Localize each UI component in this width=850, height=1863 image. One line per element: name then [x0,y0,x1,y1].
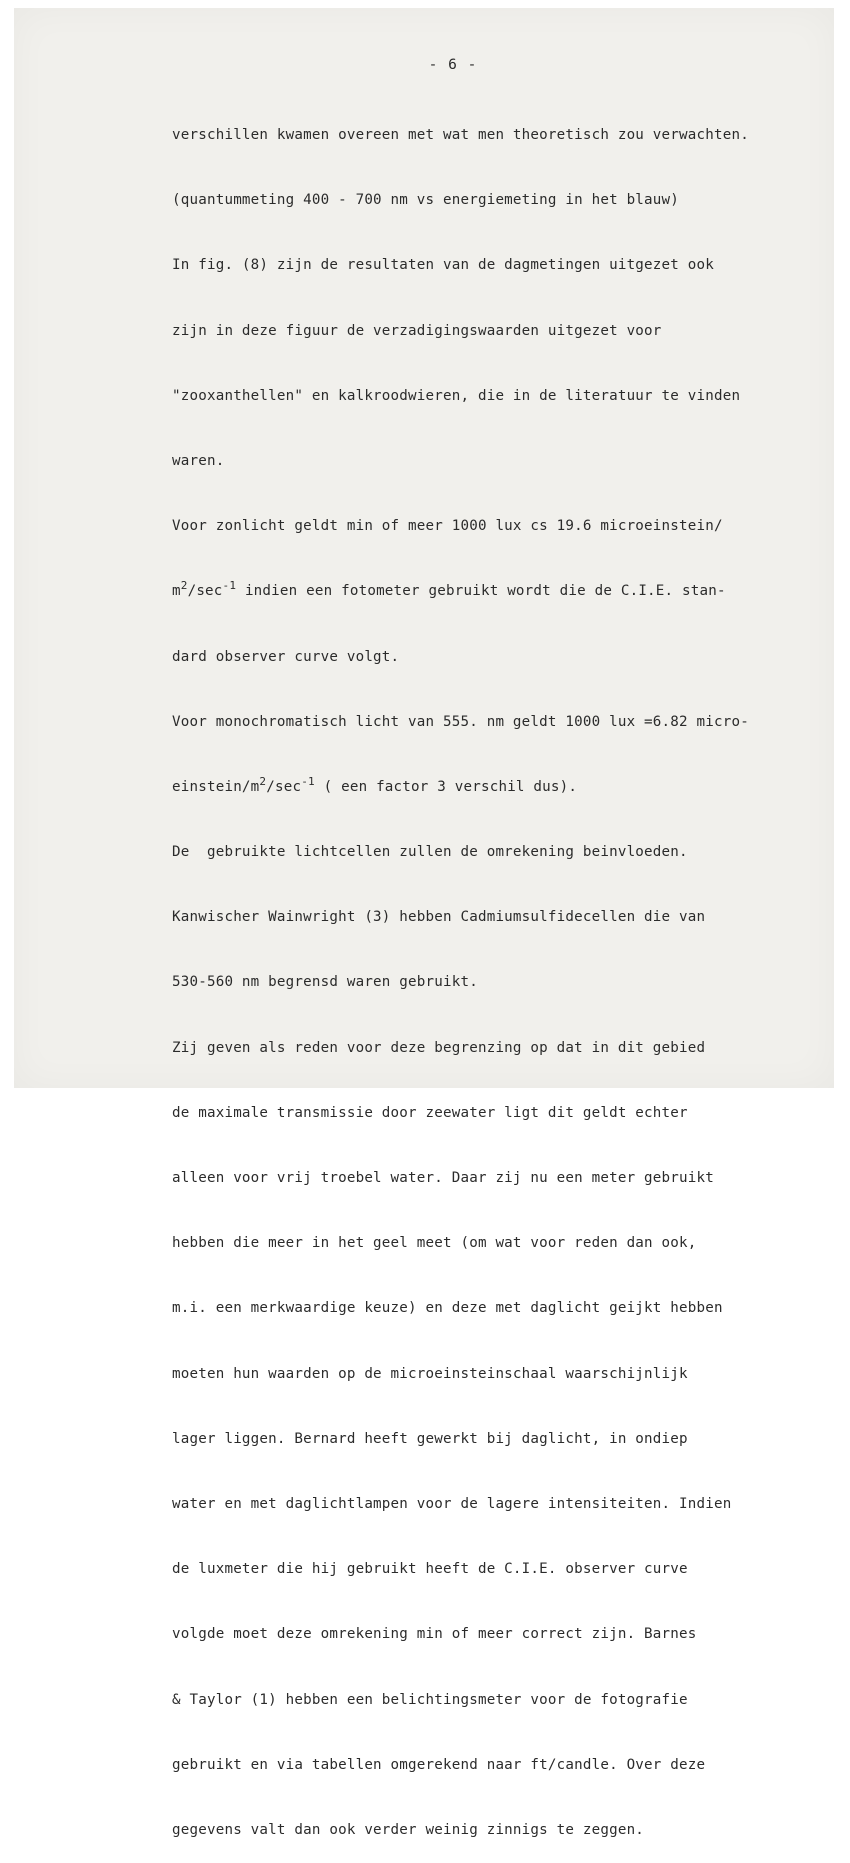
superscript: 2 [259,774,267,788]
text-line: moeten hun waarden op de microeinsteinschaal waarschijnlijk [172,1365,688,1382]
superscript: -1 [222,579,237,593]
superscript: 2 [180,579,188,593]
text-line: dard observer curve volgt. [172,648,400,665]
unit-text: m [172,583,181,600]
text-line: gegevens valt dan ook verder weinig zinnigs te zeggen. [172,1821,645,1838]
text-line: lager liggen. Bernard heeft gewerkt bij daglicht, in ondiep [172,1430,688,1447]
text-line: gebruikt en via tabellen omgerekend naar ft/candle. Over deze [172,1756,706,1773]
text-line: & Taylor (1) hebben een belichtingsmeter voor de fotografie [172,1691,688,1708]
text-line: de maximale transmissie door zeewater ligt dit geldt echter [172,1104,688,1121]
text-line: volgde moet deze omrekening min of meer correct zijn. Barnes [172,1626,697,1643]
text-line: verschillen kwamen overeen met wat men theoretisch zou verwachten. [172,127,749,143]
text-line: m.i. een merkwaardige keuze) en deze met daglicht geijkt hebben [172,1300,723,1317]
superscript: -1 [301,774,315,788]
unit-text: einstein/m [172,778,260,795]
text-line: (quantummeting 400 - 700 nm vs energiemeting in het blauw) [172,192,680,209]
text-line: Voor zonlicht geldt min of meer 1000 lux cs 19.6 microeinstein/ [172,518,723,535]
text-line: hebben die meer in het geel meet (om wat voor reden dan ook, [172,1235,697,1252]
line-text: ( een factor 3 verschil dus). [314,778,578,795]
line-text: indien een fotometer gebruikt wordt die de C.I.E. stan- [236,583,726,600]
unit-text: /sec [266,778,302,795]
text-line: water en met daglichtlampen voor de lagere intensiteiten. Indien [172,1495,732,1512]
text-line: zijn in deze figuur de verzadigingswaarden uitgezet voor [172,322,662,339]
text-line: De gebruikte lichtcellen zullen de omrekening beinvloeden. [172,844,688,861]
text-line: alleen voor vrij troebel water. Daar zij nu een meter gebruikt [172,1170,714,1186]
text-line-with-units [172,575,749,608]
text-line: "zooxanthellen" en kalkroodwieren, die in de literatuur te vinden [172,387,741,404]
text-line-with-units [172,771,749,804]
text-line: In fig. (8) zijn de resultaten van de dagmetingen uitgezet ook [172,257,714,274]
text-line: Voor monochromatisch licht van 555. nm geldt 1000 lux =6.82 micro- [172,713,749,730]
text-line: Zij geven als reden voor deze begrenzing op dat in dit gebied [172,1039,706,1056]
text-line: 530-560 nm begrensd waren gebruikt. [172,974,478,991]
text-line: de luxmeter die hij gebruikt heeft de C.I.E. observer curve [172,1561,688,1578]
text-line: Kanwischer Wainwright (3) hebben Cadmiumsulfidecellen die van [172,909,706,926]
document-body [172,87,749,1863]
text-line: waren. [172,452,225,469]
unit-text: /sec [187,583,223,600]
page-number: - 6 - [428,57,478,73]
